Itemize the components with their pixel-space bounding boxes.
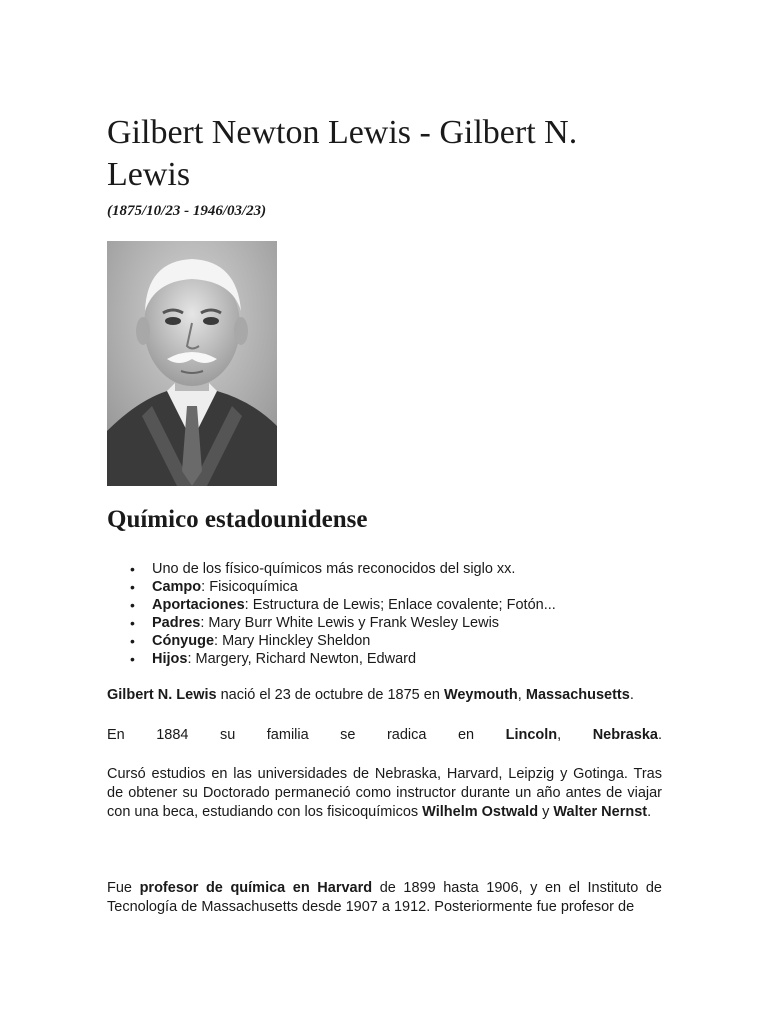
list-item-text: : Estructura de Lewis; Enlace covalente; Fotón... [244,597,556,613]
bold-text: Massachusetts [525,687,630,703]
portrait-icon [107,241,277,486]
bold-text: Nebraska [592,727,658,743]
list-item [107,650,556,668]
list-item-text: Uno de los físico-químicos más reconocidos del siglo xx. [152,561,516,577]
portrait-photo [107,241,277,486]
text: de 1899 hasta 1906, y en el Instituto de Tecnología de Massachusetts desde 1907 a 1912. Posteriormente fue profesor de [107,880,662,915]
list-item [107,614,556,632]
text: , [557,727,593,743]
bold-text: profesor de química en Harvard [139,880,373,896]
paragraph-studies [107,765,662,822]
list-item-text: : Margery, Richard Newton, Edward [187,651,417,667]
facts-list [107,560,556,668]
life-dates: (1875/10/23 - 1946/03/23) [107,203,267,219]
page-title: Gilbert Newton Lewis - Gilbert N. Lewis [107,114,578,193]
list-item [107,632,556,650]
text: , [517,687,526,703]
list-item-text: : Fisicoquímica [201,579,298,595]
bold-text: Wilhelm Ostwald [422,804,539,820]
list-item-text: : Mary Hinckley Sheldon [214,633,371,649]
section-heading: Químico estadounidense [107,506,368,533]
bold-text: Lincoln [505,727,558,743]
list-item-label: Aportaciones [152,597,245,613]
bold-text: Walter Nernst [553,804,648,820]
paragraph-family [107,726,662,745]
text: Fue [107,880,140,896]
list-item [107,596,556,614]
text: Cursó estudios en las universidades de Nebraska, Harvard, Leipzig y Gotinga. Tras de obtener su Doctorado permaneció como instructor durante un año antes de viajar con una beca, estudiando con los fisicoquímicos [107,766,662,820]
text: En 1884 su familia se radica en [107,727,506,743]
bold-text: Gilbert N. Lewis [107,687,217,703]
paragraph-birth [107,686,662,705]
bold-text: Weymouth [443,687,518,703]
text: . [657,727,663,743]
paragraph-career [107,879,662,917]
list-item-label: Campo [152,579,202,595]
text: y [538,804,554,820]
text: . [629,687,634,703]
list-item-label: Hijos [152,651,188,667]
list-item-label: Padres [152,615,201,631]
list-item-label: Cónyuge [152,633,215,649]
list-item [107,560,556,578]
list-item [107,578,556,596]
list-item-text: : Mary Burr White Lewis y Frank Wesley Lewis [200,615,500,631]
text: nació el 23 de octubre de 1875 en [216,687,444,703]
text: . [647,804,652,820]
